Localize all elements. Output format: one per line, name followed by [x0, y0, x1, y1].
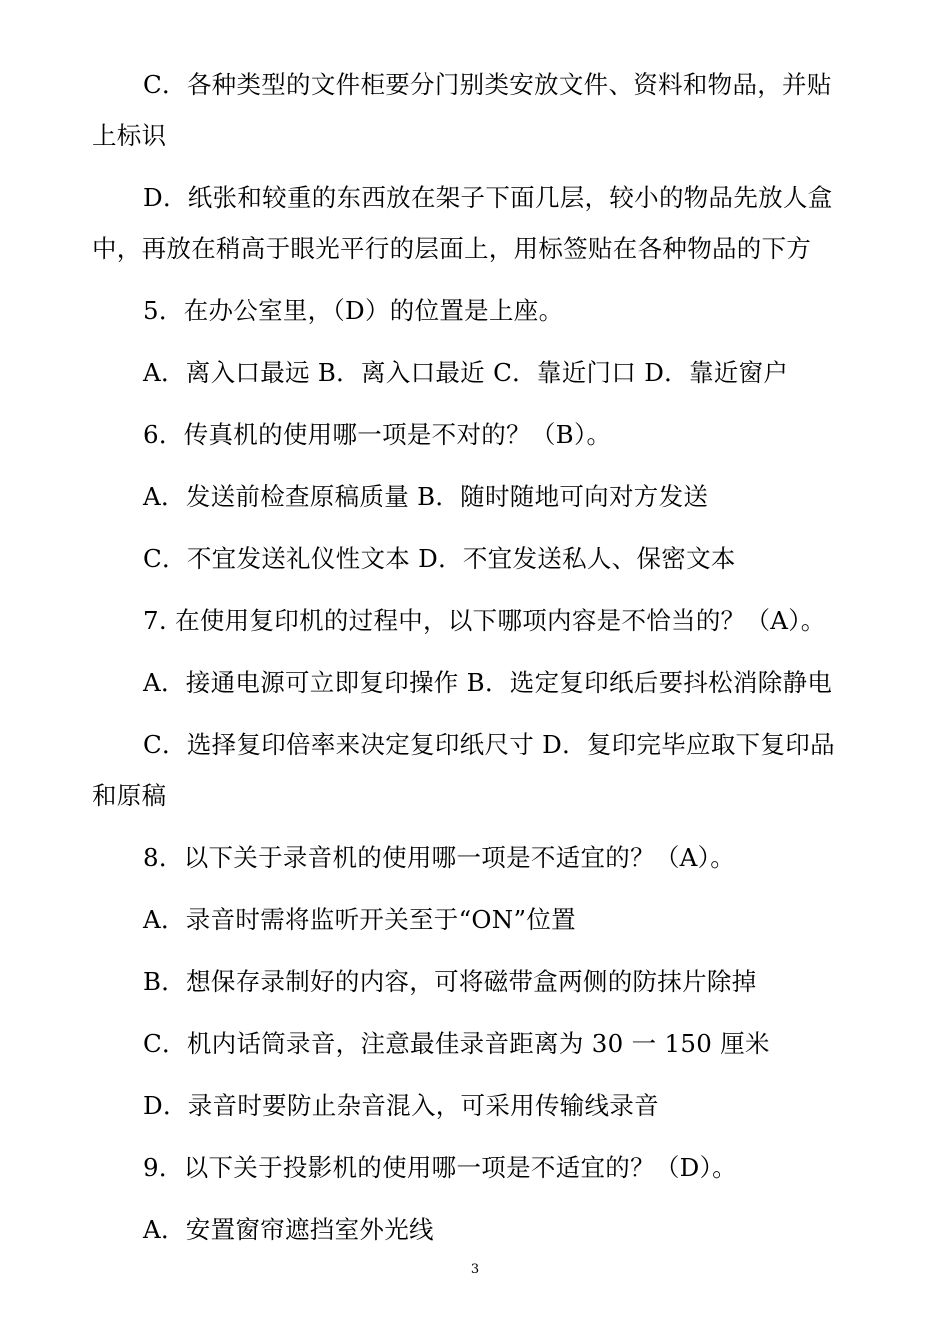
option-d-q4: D．纸张和较重的东西放在架子下面几层，较小的物品先放人盒 — [143, 183, 833, 212]
question-7: 7. 在使用复印机的过程中，以下哪项内容是不恰当的？（A）。 — [143, 606, 826, 635]
option-d-q4-cont: 中，再放在稍高于眼光平行的层面上，用标签贴在各种物品的下方 — [92, 234, 812, 263]
options-q6-cd: C．不宜发送礼仪性文本 D．不宜发送私人、保密文本 — [143, 544, 736, 573]
option-a-q8: A．录音时需将监听开关至于“ON”位置 — [143, 905, 576, 934]
option-d-q8: D．录音时要防止杂音混入，可采用传输线录音 — [143, 1091, 659, 1120]
option-c-q4-cont: 上标识 — [92, 121, 167, 150]
options-q7-cd-cont: 和原稿 — [92, 781, 167, 810]
question-9: 9．以下关于投影机的使用哪一项是不适宜的？（D）。 — [143, 1153, 737, 1182]
options-q6-ab: A．发送前检查原稿质量 B．随时随地可向对方发送 — [143, 482, 709, 511]
options-q7-cd: C．选择复印倍率来决定复印纸尺寸 D．复印完毕应取下复印品 — [143, 730, 835, 759]
question-8: 8．以下关于录音机的使用哪一项是不适宜的？（A）。 — [143, 843, 736, 872]
option-a-q9: A．安置窗帘遮挡室外光线 — [143, 1215, 434, 1244]
options-q5: A．离入口最远 B．离入口最近 C．靠近门口 D．靠近窗户 — [143, 358, 789, 387]
option-c-q4: C．各种类型的文件柜要分门别类安放文件、资料和物品，并贴 — [143, 70, 832, 99]
option-c-q8: C．机内话筒录音，注意最佳录音距离为 30 一 150 厘米 — [143, 1029, 770, 1058]
page-number: 3 — [470, 1262, 480, 1277]
options-q7-ab: A．接通电源可立即复印操作 B．选定复印纸后要抖松消除静电 — [143, 668, 833, 697]
option-b-q8: B．想保存录制好的内容，可将磁带盒两侧的防抹片除掉 — [143, 967, 757, 996]
question-5: 5．在办公室里，（D）的位置是上座。 — [143, 296, 564, 325]
question-6: 6．传真机的使用哪一项是不对的？（B）。 — [143, 420, 612, 449]
